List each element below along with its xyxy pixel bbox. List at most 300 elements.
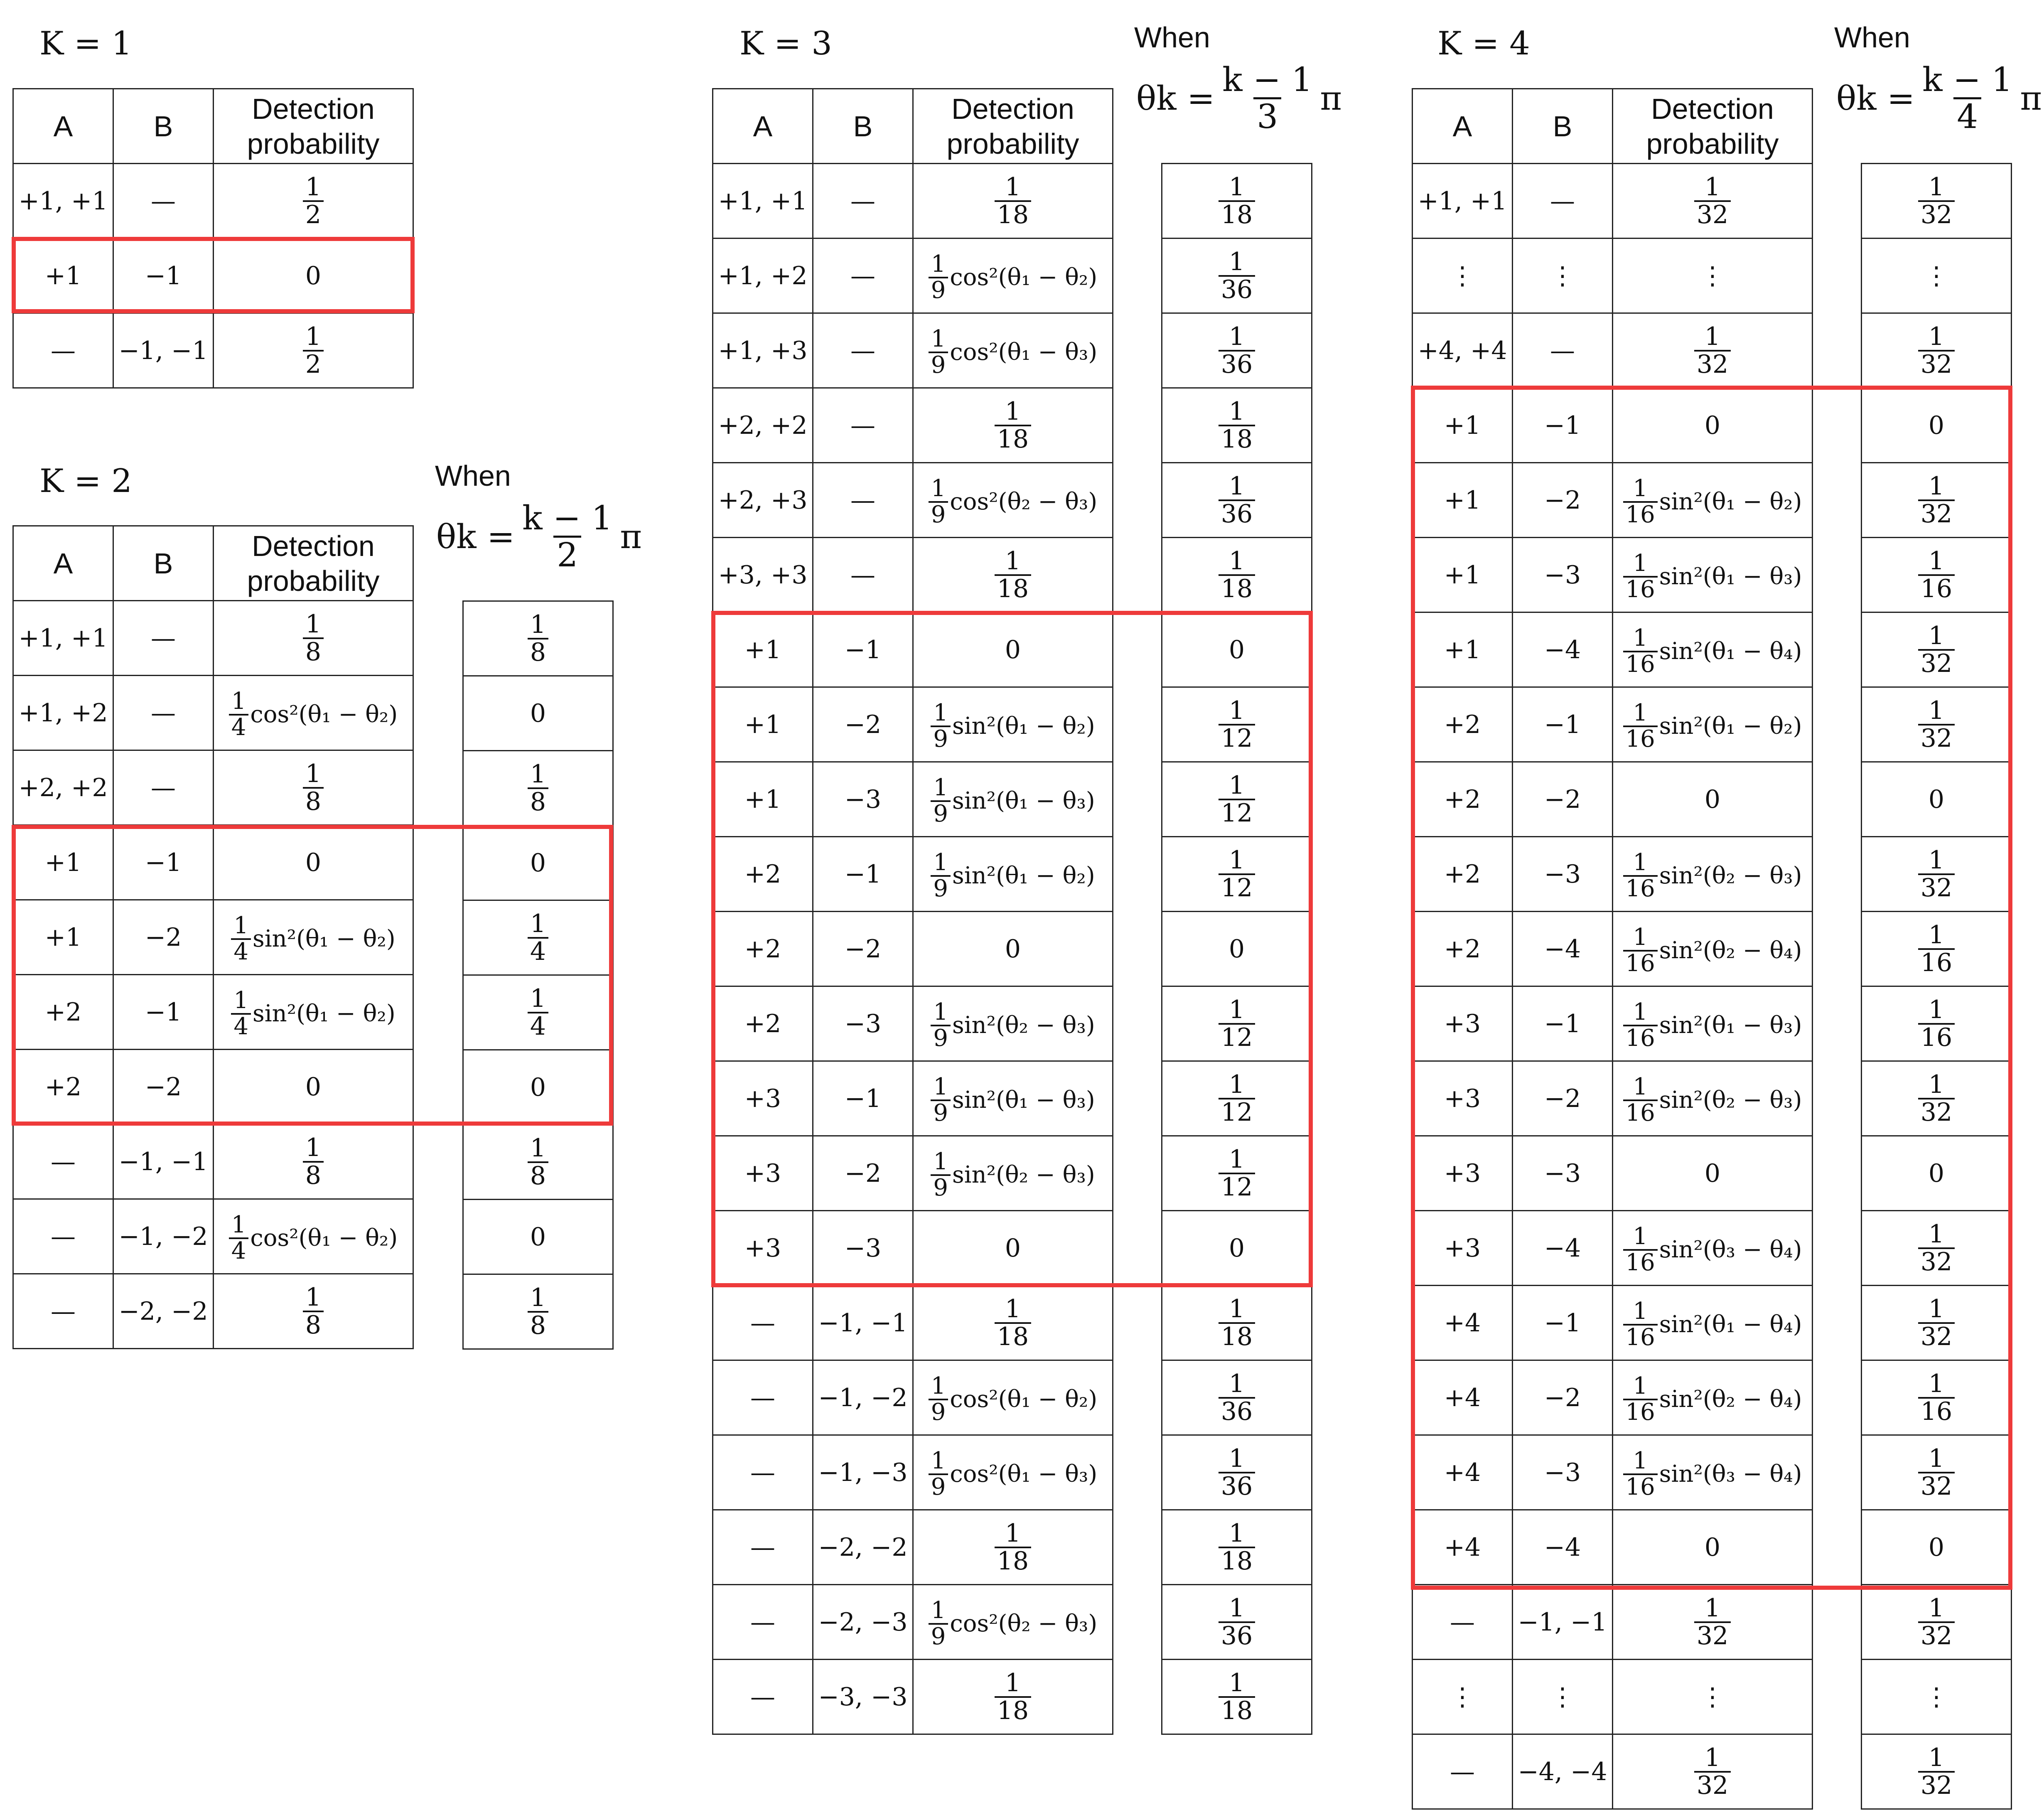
k1-cell-a: — [13,313,113,388]
k4-cell-when [1862,1360,2012,1435]
k3-table-row [713,463,1113,538]
k2-when-value: 0 [530,1222,546,1252]
k3-cell-when [1162,837,1312,912]
k4-when-fraction [1918,698,1955,752]
k4-prob-trig-term: sin²(θ₂ − θ₃) [1659,862,1802,889]
k4-prob-trig-term: sin²(θ₁ − θ₂) [1659,488,1802,515]
k4-cell-prob [1613,1061,1813,1136]
k2-prob-value [231,910,396,965]
k2-prob-denominator: 8 [303,787,324,815]
k2-prob-fraction [229,1213,249,1264]
k3-when-denominator: 12 [1219,1098,1255,1126]
k3-cell-when [1162,538,1312,612]
k2-when-table [462,600,614,1350]
k4-cell-b: −4 [1513,912,1613,986]
k3-cell-when [1162,986,1312,1061]
k3-cell-when [1162,239,1312,313]
k4-cell-prob [1613,1286,1813,1360]
k3-cell-b: −1, −1 [813,1286,913,1360]
k3-cell-when [1162,1061,1312,1136]
k3-when-value [1219,1369,1255,1426]
k4-when-value [1918,920,1955,977]
k3-prob-value [929,324,1098,379]
k4-when-numerator: 1 [1928,995,1945,1024]
k4-cell-when [1862,164,2012,239]
k4-prob-value [1623,922,1802,977]
k4-cell-prob [1613,1510,1813,1585]
k2-cell-b: −1 [113,975,214,1050]
k3-when-fraction [1219,1146,1255,1200]
k4-theta-den: 4 [1953,97,1981,134]
k3-prob-denominator: 9 [929,1623,948,1649]
k2-cell-b: −2 [113,1050,214,1124]
k3-when-row [1162,1510,1312,1585]
k3-when-fraction [1219,698,1255,752]
k3-when-value [1219,845,1255,903]
k3-table [712,88,1113,1735]
k2-prob-value [231,985,396,1040]
k3-table-row [713,1286,1113,1360]
k4-cell-a: +4, +4 [1413,313,1513,388]
k3-table-row [713,986,1113,1061]
k2-prob-fraction [303,1284,324,1338]
k3-cell-b: — [813,239,913,313]
k3-prob-value [931,698,1095,753]
k1-header-prob: Detection probability [214,89,413,164]
k4-prob-value [1694,1743,1731,1800]
k2-table-row [13,1199,413,1274]
k2-when-numerator: 1 [530,610,546,639]
k3-cell-prob [913,239,1113,313]
k3-prob-fraction [995,548,1031,602]
k3-table-row [713,612,1113,687]
k4-table-row [1413,612,1813,687]
k4-table-row [1413,1510,1813,1585]
k4-prob-denominator: 16 [1623,1324,1658,1350]
k3-theta-lhs: θk = [1136,79,1215,118]
k2-cell-a: +2, +2 [13,750,113,825]
k3-cell-when [1162,1510,1312,1585]
k1-table [12,88,414,389]
k4-prob-fraction [1623,626,1658,677]
k4-when-row [1862,912,2012,986]
k3-cell-prob [913,1061,1113,1136]
k3-when-numerator: 1 [1228,1668,1245,1697]
k3-header-b: B [813,89,913,164]
k2-when-row [463,676,613,751]
k4-when-fraction [1918,473,1955,527]
k4-when-fraction [1918,1221,1955,1275]
k3-cell-when [1162,164,1312,239]
k3-when-numerator: 1 [1228,1070,1245,1099]
k4-prob-numerator: 1 [1633,849,1648,876]
k1-title: K = 1 [39,25,132,62]
k3-when-numerator: 1 [1228,770,1245,800]
k2-when-fraction [528,1135,548,1189]
k3-table-row [713,1211,1113,1286]
k3-when-denominator: 18 [1219,1322,1255,1350]
k3-cell-prob [913,1510,1113,1585]
k4-prob-numerator: 1 [1633,1073,1648,1100]
k2-prob-trig-term: sin²(θ₁ − θ₂) [252,1000,396,1027]
k2-theta-formula [436,501,642,573]
k2-prob-fraction [303,1135,324,1189]
k4-when-label: When [1834,21,1910,54]
k4-table-row [1413,1660,1813,1734]
k4-when-denominator: 32 [1918,649,1955,677]
k2-when-denominator: 8 [528,787,548,815]
k2-cell-prob [214,750,413,825]
k4-prob-numerator: 1 [1633,549,1648,577]
k4-when-value [1918,1070,1955,1127]
k4-prob-value [1623,1446,1802,1500]
k4-cell-b: −2 [1513,463,1613,538]
k4-cell-prob [1613,762,1813,837]
k4-prob-fraction [1694,324,1731,378]
k3-when-denominator: 36 [1219,275,1255,303]
k3-prob-trig-term: sin²(θ₁ − θ₃) [952,787,1095,814]
k3-when-row [1162,239,1312,313]
k2-when-denominator: 8 [528,638,548,666]
k4-prob-trig-term: sin²(θ₃ − θ₄) [1659,1461,1802,1488]
k3-cell-when [1162,1660,1312,1734]
k3-cell-a: +1 [713,612,813,687]
k3-when-fraction [1219,1520,1255,1574]
k4-prob-value [1623,847,1802,902]
k3-prob-denominator: 18 [995,574,1031,602]
k2-cell-prob [214,1199,413,1274]
k4-prob-numerator: 1 [1704,1743,1721,1772]
k3-cell-when [1162,1211,1312,1286]
k4-prob-denominator: 16 [1623,1099,1658,1126]
k2-when-value: 0 [530,1072,546,1102]
k3-when-row [1162,1660,1312,1734]
k4-prob-denominator: 32 [1694,1771,1731,1799]
k3-cell-prob [913,388,1113,463]
k4-table-row [1413,1136,1813,1211]
k3-cell-when [1162,1435,1312,1510]
k3-prob-value [929,1371,1098,1426]
k4-when-denominator: 16 [1918,948,1955,976]
k4-prob-fraction [1623,1449,1658,1500]
k3-prob-fraction [995,174,1031,228]
k3-cell-prob [913,912,1113,986]
k4-cell-a: +1 [1413,538,1513,612]
k2-cell-prob [214,1274,413,1349]
k3-when-value [1219,995,1255,1052]
k1-header-b: B [113,89,214,164]
k2-when-value: 0 [530,698,546,728]
k4-cell-when [1862,1734,2012,1809]
k3-cell-a: +1 [713,687,813,762]
k3-cell-when [1162,463,1312,538]
k4-when-row [1862,1435,2012,1510]
k2-prob-denominator: 4 [229,714,249,740]
k3-prob-denominator: 9 [931,726,951,752]
k2-title: K = 2 [39,462,132,500]
k4-when-row [1862,1734,2012,1809]
k3-prob-fraction [931,1000,951,1051]
k4-prob-trig-term: sin²(θ₁ − θ₄) [1659,638,1802,665]
k3-when-value: 0 [1228,934,1245,964]
k4-when-value [1918,546,1955,603]
k4-table-row [1413,762,1813,837]
k2-when-row [463,900,613,975]
k3-cell-a: — [713,1360,813,1435]
k3-when-numerator: 1 [1228,1144,1245,1174]
k4-when-value [1918,172,1955,229]
k2-theta-den: 2 [553,536,581,573]
k2-when-denominator: 4 [528,1012,548,1040]
k3-when-row [1162,1585,1312,1660]
k4-when-row [1862,164,2012,239]
k4-cell-a: +2 [1413,912,1513,986]
k3-when-denominator: 12 [1219,1173,1255,1200]
k3-prob-value [995,1518,1031,1576]
k4-when-row [1862,1211,2012,1286]
k2-prob-denominator: 4 [231,1013,251,1039]
k3-table-row [713,388,1113,463]
k2-cell-when [463,1125,613,1200]
k3-prob-trig-term: cos²(θ₂ − θ₃) [950,488,1098,515]
k3-prob-fraction [995,1520,1031,1574]
k4-cell-a: +1 [1413,463,1513,538]
k2-cell-b: −2 [113,900,214,975]
k4-prob-numerator: 1 [1633,624,1648,652]
k4-cell-when [1862,837,2012,912]
k3-prob-value [929,1595,1098,1650]
k4-prob-denominator: 16 [1623,726,1658,752]
k3-prob-numerator: 1 [933,774,948,801]
k4-when-denominator: 32 [1918,724,1955,752]
k3-when-value [1219,770,1255,828]
k2-when-numerator: 1 [530,759,546,789]
k4-when-row [1862,388,2012,463]
k4-when-value [1918,1369,1955,1426]
k4-prob-fraction [1623,1299,1658,1350]
k2-cell-b: −1, −1 [113,1124,214,1199]
k3-cell-a: +2 [713,837,813,912]
k4-cell-a: ⋮ [1413,239,1513,313]
k3-cell-b: — [813,388,913,463]
k2-when-fraction [528,911,548,965]
k2-cell-b: — [113,601,214,676]
k2-cell-when [463,1274,613,1349]
k3-cell-prob [913,687,1113,762]
k2-when-value [528,1133,548,1190]
k3-table-row [713,313,1113,388]
k2-cell-prob [214,1050,413,1124]
k4-prob-fraction [1694,1595,1731,1649]
k4-cell-prob [1613,1211,1813,1286]
k3-when-denominator: 18 [1219,1696,1255,1724]
k3-when-denominator: 18 [1219,574,1255,602]
k3-theta-pi: π [1320,79,1342,118]
k3-prob-value: 0 [1005,1233,1021,1263]
k4-prob-trig-term: sin²(θ₁ − θ₃) [1659,563,1802,590]
k3-when-numerator: 1 [1228,1294,1245,1323]
k3-cell-a: +2, +2 [713,388,813,463]
k4-cell-when [1862,687,2012,762]
k4-cell-when [1862,239,2012,313]
k4-cell-when [1862,986,2012,1061]
k4-when-row [1862,1585,2012,1660]
k2-cell-prob [214,825,413,900]
k3-table-row [713,837,1113,912]
k2-prob-numerator: 1 [305,759,322,788]
k4-cell-prob [1613,687,1813,762]
k3-table-row [713,1360,1113,1435]
k4-prob-denominator: 16 [1623,1025,1658,1051]
k4-when-row [1862,986,2012,1061]
k4-cell-when [1862,1510,2012,1585]
k3-when-row [1162,912,1312,986]
k4-when-value [1918,995,1955,1052]
k3-when-row [1162,388,1312,463]
k3-prob-trig-term: sin²(θ₁ − θ₂) [952,862,1095,889]
k3-when-numerator: 1 [1228,546,1245,576]
k2-header-row [13,526,413,601]
k4-cell-a: +4 [1413,1435,1513,1510]
k4-when-row [1862,1136,2012,1211]
k2-cell-prob [214,1124,413,1199]
k2-cell-when [463,975,613,1050]
k4-table-row [1413,313,1813,388]
k4-when-numerator: 1 [1928,1593,1945,1623]
k4-when-denominator: 32 [1918,1621,1955,1649]
k4-prob-trig-term: sin²(θ₂ − θ₄) [1659,1386,1802,1413]
k3-prob-denominator: 9 [931,1025,951,1051]
k4-when-numerator: 1 [1928,1444,1945,1473]
k4-cell-a: +1, +1 [1413,164,1513,239]
k3-when-fraction [1219,249,1255,303]
k3-prob-fraction [931,1075,951,1126]
k3-when-row [1162,1211,1312,1286]
k2-prob-denominator: 8 [303,1161,324,1189]
k4-cell-b: −4 [1513,1510,1613,1585]
k4-when-value [1918,1219,1955,1276]
k3-prob-value [929,1446,1098,1500]
k3-cell-prob [913,1660,1113,1734]
k4-table-row [1413,837,1813,912]
k3-when-value [1219,1593,1255,1650]
k4-prob-value [1623,1371,1802,1426]
k3-table-row [713,239,1113,313]
k3-when-row [1162,463,1312,538]
k3-prob-numerator: 1 [931,1372,946,1399]
k4-when-row [1862,239,2012,313]
k4-theta-num: k − 1 [1922,60,2013,99]
k4-prob-value [1694,322,1731,379]
k3-prob-fraction [931,851,951,901]
k4-cell-prob [1613,912,1813,986]
k2-prob-denominator: 8 [303,637,324,665]
k4-when-row [1862,313,2012,388]
k3-prob-fraction [931,701,951,752]
k3-when-fraction [1219,1371,1255,1425]
k2-when-value [528,984,548,1041]
k1-prob-value [303,172,324,229]
k2-cell-b: −1, −2 [113,1199,214,1274]
k4-cell-b: −3 [1513,837,1613,912]
k3-prob-denominator: 18 [995,1547,1031,1574]
k3-when-fraction [1219,398,1255,453]
k3-prob-denominator: 9 [931,1099,951,1126]
k3-cell-b: −1, −3 [813,1435,913,1510]
k4-prob-value: 0 [1704,1158,1721,1188]
k2-prob-denominator: 8 [303,1311,324,1338]
k3-prob-trig-term: cos²(θ₁ − θ₂) [950,1386,1098,1413]
k2-when-fraction [528,612,548,666]
k3-cell-prob [913,1286,1113,1360]
k3-prob-value [931,847,1095,902]
k4-prob-trig-term: sin²(θ₁ − θ₂) [1659,713,1802,740]
k3-when-fraction [1219,548,1255,602]
k4-prob-value [1623,1072,1802,1126]
k2-cell-a: — [13,1199,113,1274]
k3-when-fraction [1219,1670,1255,1724]
k4-theta-formula [1836,62,2042,134]
k4-when-numerator: 1 [1928,322,1945,351]
k2-cell-a: +1 [13,825,113,900]
k4-prob-numerator: 1 [1704,1593,1721,1623]
k4-when-fraction [1918,1595,1955,1649]
k4-cell-b: −1, −1 [1513,1585,1613,1660]
k2-cell-when [463,826,613,900]
k4-prob-denominator: 16 [1623,1249,1658,1275]
k2-prob-fraction [303,611,324,665]
k4-prob-trig-term: sin²(θ₁ − θ₄) [1659,1311,1802,1338]
k4-when-value [1918,1294,1955,1351]
k4-cell-prob [1613,1585,1813,1660]
k4-when-row [1862,1360,2012,1435]
k3-when-value [1219,1444,1255,1501]
k2-table-row [13,975,413,1050]
k3-prob-value [931,1072,1095,1126]
k4-when-fraction [1918,548,1955,602]
k3-when-fraction [1219,1072,1255,1126]
k4-prob-numerator: 1 [1633,1372,1648,1399]
k4-header-prob: Detection probability [1613,89,1813,164]
k4-when-value: 0 [1928,411,1945,440]
k3-cell-prob [913,1585,1113,1660]
k3-when-row [1162,164,1312,239]
k1-prob-denominator: 2 [303,350,324,378]
k3-prob-numerator: 1 [933,998,948,1026]
k2-prob-denominator: 4 [229,1237,249,1264]
k2-when-value [528,759,548,817]
k3-when-value [1219,1070,1255,1127]
k4-cell-when [1862,1211,2012,1286]
k4-prob-value [1623,548,1802,603]
k3-prob-value [995,396,1031,454]
k4-theta-lhs: θk = [1836,79,1915,118]
k4-cell-a: +2 [1413,837,1513,912]
k3-when-denominator: 18 [1219,200,1255,228]
k3-cell-prob [913,463,1113,538]
k3-when-value [1219,247,1255,304]
k3-cell-prob [913,762,1113,837]
k3-cell-a: — [713,1510,813,1585]
k2-prob-fraction [231,986,251,1040]
k3-prob-fraction [929,1374,948,1425]
k3-when-value [1219,1668,1255,1725]
k3-prob-numerator: 1 [1005,1668,1021,1697]
k3-when-value [1219,546,1255,603]
k4-cell-a: — [1413,1734,1513,1809]
k4-prob-value: 0 [1704,785,1721,814]
k3-prob-fraction [929,1449,948,1500]
